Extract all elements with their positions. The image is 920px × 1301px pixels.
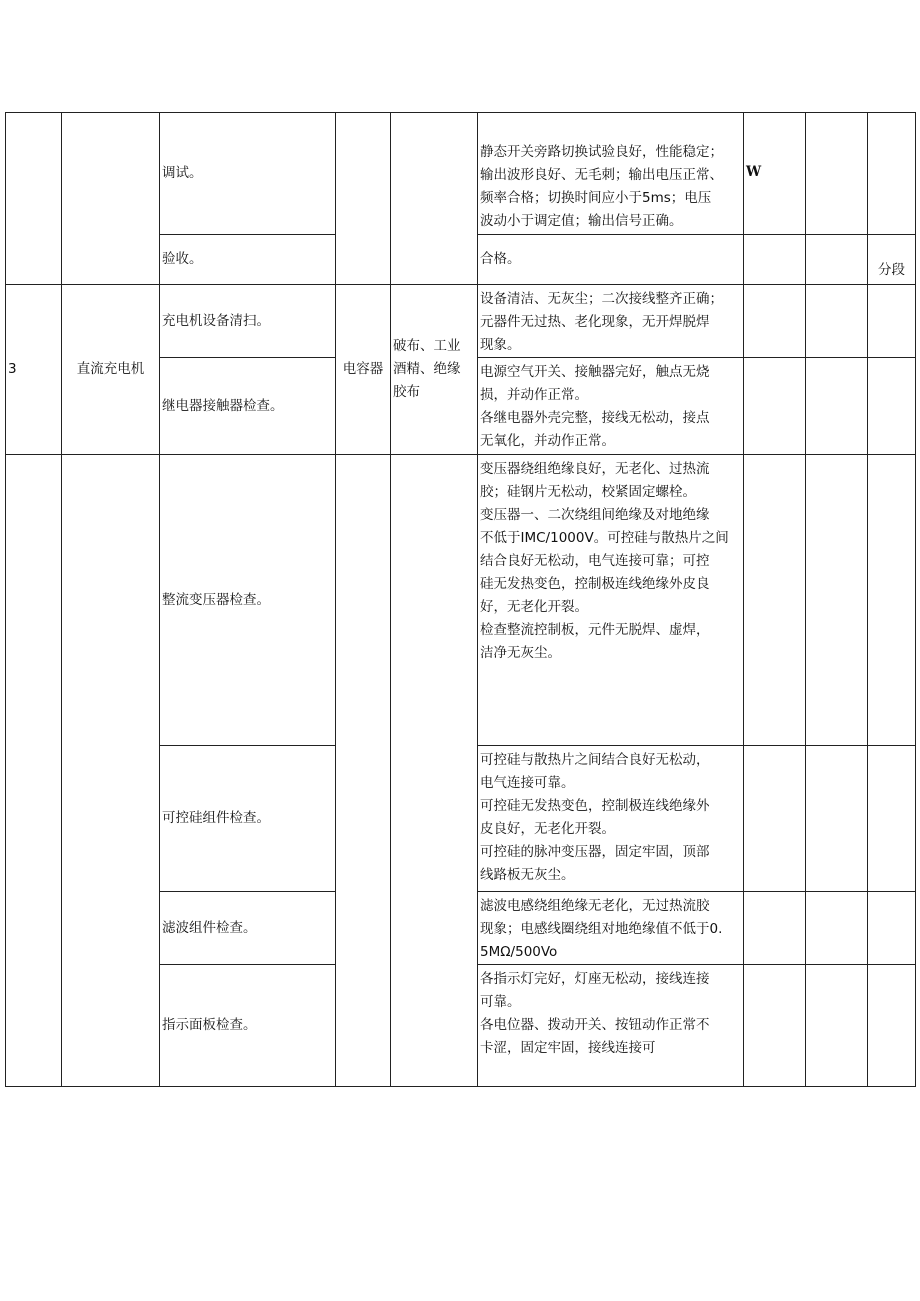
blank-cell <box>744 358 806 455</box>
standard-line: 可控硅无发热变色，控制极连线绝缘外 <box>480 798 710 814</box>
blank-cell <box>744 235 806 285</box>
standard-line: 变压器绕组绝缘良好，无老化、过热流 <box>480 461 710 477</box>
blank-cell <box>806 285 868 358</box>
standard-line: 胶；硅钢片无松动，校紧固定螺栓。 <box>480 484 696 500</box>
item-filter: 滤波组件检查。 <box>162 919 257 936</box>
material-line: 酒精、绝缘 <box>393 361 461 377</box>
standard-line: 损，并动作正常。 <box>480 387 588 403</box>
blank-cell <box>744 285 806 358</box>
material-line: 破布、工业 <box>393 338 461 354</box>
standard-cell <box>478 746 744 892</box>
witness-mark: W <box>746 164 762 180</box>
standard-line: 元器件无过热、老化现象，无开焊脱焊 <box>480 314 710 330</box>
item-cell <box>160 285 336 358</box>
standard-line: 洁净无灰尘。 <box>480 645 561 661</box>
blank-cell <box>744 455 806 746</box>
standard-line: 波动小于调定值；输出信号正确。 <box>480 213 683 229</box>
item-cell <box>160 455 336 746</box>
standard-line: 频率合格；切换时间应小于5ms；电压 <box>480 190 712 206</box>
tool-cell <box>336 113 391 285</box>
note-segment: 分段 <box>878 262 905 278</box>
standard-line: 电气连接可靠。 <box>480 775 575 791</box>
standard-line: 结合良好无松动，电气连接可靠；可控 <box>480 553 710 569</box>
blank-cell <box>868 965 916 1087</box>
number-cell <box>6 455 62 1087</box>
item-cell <box>160 746 336 892</box>
tool-cell <box>336 285 391 455</box>
standard-line: 硅无发热变色，控制极连线绝缘外皮良 <box>480 576 710 592</box>
standard-line: 好，无老化开裂。 <box>480 599 588 615</box>
blank-cell <box>806 965 868 1087</box>
standard-cell <box>478 455 744 746</box>
table-row <box>6 285 916 358</box>
blank-cell <box>806 892 868 965</box>
equipment-name: 直流充电机 <box>76 361 145 377</box>
equipment-cell <box>62 113 160 285</box>
standard-line: 皮良好，无老化开裂。 <box>480 821 615 837</box>
note-cell <box>868 235 916 285</box>
blank-cell <box>744 746 806 892</box>
standard-line: 现象；电感线圈绕组对地绝缘值不低于0. <box>480 921 723 937</box>
standard-line: 各指示灯完好，灯座无松动，接线连接 <box>480 971 710 987</box>
blank-cell <box>868 113 916 235</box>
equipment-cell <box>62 285 160 455</box>
standard-text: 合格。 <box>480 251 521 267</box>
table-row <box>6 113 916 235</box>
blank-cell <box>744 965 806 1087</box>
item-cell <box>160 358 336 455</box>
item-clean: 充电机设备清扫。 <box>162 312 270 329</box>
item-debug: 调试。 <box>162 165 203 181</box>
standard-line: 现象。 <box>480 337 521 353</box>
blank-cell <box>868 358 916 455</box>
blank-cell <box>868 892 916 965</box>
material-cell <box>391 285 478 455</box>
material-cell <box>391 455 478 1087</box>
standard-cell <box>478 285 744 358</box>
material-line: 胶布 <box>393 384 420 400</box>
standard-line: 静态开关旁路切换试验良好，性能稳定； <box>480 144 723 160</box>
mark-cell <box>744 113 806 235</box>
blank-cell <box>806 455 868 746</box>
standard-cell <box>478 965 744 1087</box>
number-cell <box>6 285 62 455</box>
standard-line: 变压器一、二次绕组间绝缘及对地绝缘 <box>480 507 710 523</box>
standard-cell <box>478 113 744 235</box>
standard-line: 可控硅的脉冲变压器，固定牢固，顶部 <box>480 844 710 860</box>
standard-line: 无氧化，并动作正常。 <box>480 433 615 449</box>
standard-line: 不低于IMC/1000V。可控硅与散热片之间 <box>480 530 729 546</box>
standard-line: 可控硅与散热片之间结合良好无松动， <box>480 752 710 768</box>
standard-cell <box>478 235 744 285</box>
standard-line: 各电位器、拨动开关、按钮动作正常不 <box>480 1017 710 1033</box>
item-cell <box>160 892 336 965</box>
blank-cell <box>806 113 868 235</box>
item-cell <box>160 113 336 235</box>
maintenance-table <box>5 112 916 1087</box>
standard-cell <box>478 358 744 455</box>
tool-cell <box>336 455 391 1087</box>
item-accept: 验收。 <box>162 251 203 267</box>
item-scr: 可控硅组件检查。 <box>162 810 270 826</box>
blank-cell <box>806 358 868 455</box>
table-row <box>6 455 916 746</box>
item-cell <box>160 235 336 285</box>
blank-cell <box>806 746 868 892</box>
standard-line: 5MΩ/500Vo <box>480 944 558 960</box>
item-relay: 继电器接触器检查。 <box>162 397 284 414</box>
material-cell <box>391 113 478 285</box>
blank-cell <box>806 235 868 285</box>
blank-cell <box>868 455 916 746</box>
standard-line: 电源空气开关、接触器完好，触点无烧 <box>480 364 710 380</box>
equipment-cell <box>62 455 160 1087</box>
item-cell <box>160 965 336 1087</box>
item-panel: 指示面板检查。 <box>162 1017 257 1033</box>
standard-line: 可靠。 <box>480 994 521 1010</box>
standard-line: 输出波形良好、无毛刺；输出电压正常、 <box>480 167 723 183</box>
standard-cell <box>478 892 744 965</box>
row-number: 3 <box>8 361 17 377</box>
standard-line: 线路板无灰尘。 <box>480 867 575 883</box>
standard-line: 卡涩，固定牢固，接线连接可 <box>480 1040 656 1056</box>
standard-line: 设备清洁、无灰尘；二次接线整齐正确； <box>480 291 723 307</box>
standard-line: 滤波电感绕组绝缘无老化，无过热流胶 <box>480 898 710 914</box>
standard-line: 检查整流控制板，元件无脱焊、虚焊， <box>480 622 710 638</box>
number-cell <box>6 113 62 285</box>
tool-name: 电容器 <box>342 361 384 377</box>
item-transformer: 整流变压器检查。 <box>162 591 270 608</box>
blank-cell <box>744 892 806 965</box>
blank-cell <box>868 746 916 892</box>
blank-cell <box>868 285 916 358</box>
standard-line: 各继电器外壳完整，接线无松动，接点 <box>480 410 710 426</box>
